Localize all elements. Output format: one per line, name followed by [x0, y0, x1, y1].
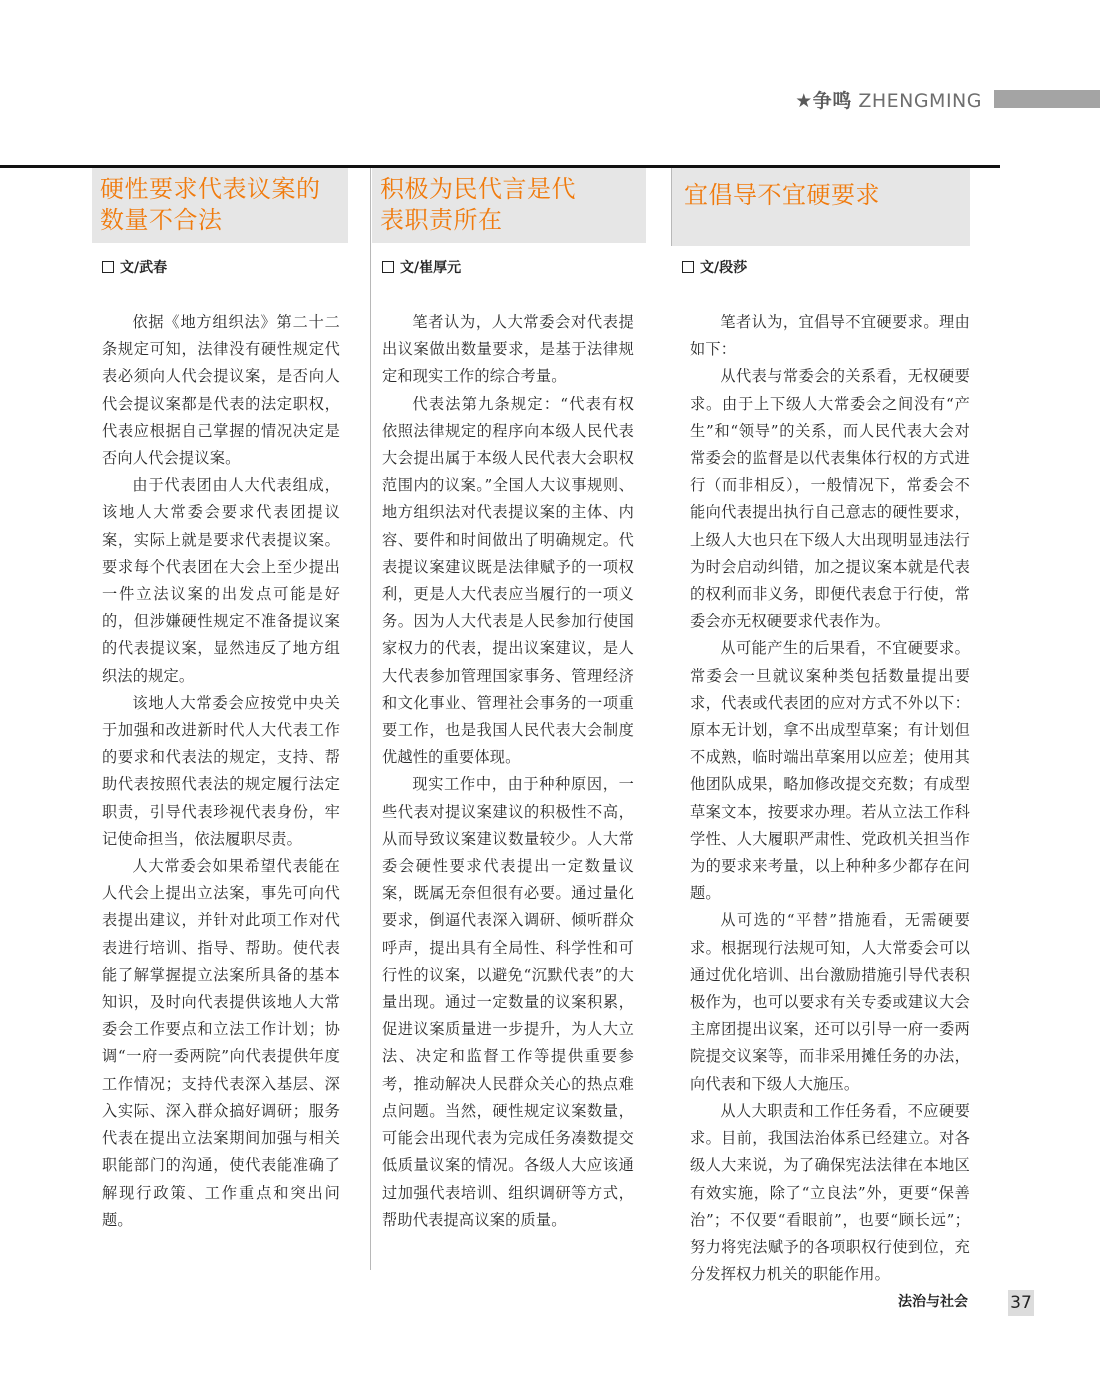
- article-2-body: [372, 309, 646, 1234]
- magazine-name: 法治与社会: [898, 1294, 968, 1310]
- article-3-paragraph: 从可能产生的后果看，不宜硬要求。常委会一旦就议案种类包括数量提出要求，代表或代表团的应对方式不外以下：原本无计划，拿不出成型草案；有计划但不成熟，临时端出草案用以应差；使用其他团队成果，略加修改提交充数；有成型草案文本，按要求办理。若从立法工作科学性、人大履职严肃性、党政机关担当作为的要求来考量，以上种种多少都存在问题。: [690, 639, 970, 903]
- article-3-author: 文/段莎: [700, 260, 748, 276]
- article-3-body: [672, 309, 970, 1288]
- article-1: [92, 168, 348, 1234]
- article-3-paragraph: 笔者认为，宜倡导不宜硬要求。理由如下：: [690, 313, 970, 359]
- article-2-title-box: [372, 168, 646, 243]
- section-bar: [994, 90, 1100, 108]
- article-1-title-box: [92, 168, 348, 243]
- article-3-byline: [672, 259, 970, 277]
- article-1-author: 文/武春: [120, 260, 168, 276]
- article-2-paragraph: 代表法第九条规定：“代表有权依照法律规定的程序向本级人民代表大会提出属于本级人民代表大会职权范围内的议案。”全国人大议事规则、地方组织法对代表提议案的主体、内容、要件和时间做出了明确规定。代表提议案建议既是法律赋予的一项权利，更是人大代表应当履行的一项义务。因为人大代表是人民参加行使国家权力的代表，提出议案建议，是人大代表参加管理国家事务、管理经济和文化事业、管理社会事务的一项重要工作，也是我国人民代表大会制度优越性的重要体现。: [382, 394, 634, 767]
- article-3-paragraph: 从代表与常委会的关系看，无权硬要求。由于上下级人大常委会之间没有“产生”和“领导”的关系，而人民代表大会对常委会的监督是以代表集体行权的方式进行（而非相反），一般情况下，常委会不能向代表提出执行自己意志的硬性要求，上级人大也只在下级人大出现明显违法行为时会启动纠错，加之提议案本就是代表的权利而非义务，即便代表怠于行使，常委会亦无权硬要求代表作为。: [690, 367, 970, 631]
- article-1-title: 硬性要求代表议案的数量不合法: [100, 175, 321, 234]
- article-1-paragraph: 该地人大常委会应按党中央关于加强和改进新时代人大代表工作的要求和代表法的规定，支持、帮助代表按照代表法的规定履行法定职责，引导代表珍视代表身份，牢记使命担当，依法履职尽责。: [102, 693, 340, 848]
- byline-box-icon: [682, 261, 694, 273]
- article-1-body: [92, 309, 348, 1234]
- article-3-paragraph: 从可选的“平替”措施看，无需硬要求。根据现行法规可知，人大常委会可以通过优化培训、出台激励措施引导代表积极作为，也可以要求有关专委或建议大会主席团提出议案，还可以引导一府一委两院提交议案等，而非采用摊任务的办法，向代表和下级人大施压。: [690, 911, 970, 1093]
- article-3-paragraph: 从人大职责和工作任务看，不应硬要求。目前，我国法治体系已经建立。对各级人大来说，为了确保宪法法律在本地区有效实施，除了“立良法”外，更要“保善治”；不仅要“看眼前”，也要“顾长远”；努力将宪法赋予的各项职权行使到位，充分发挥权力机关的职能作用。: [690, 1101, 970, 1284]
- byline-box-icon: [382, 261, 394, 273]
- page-number: 37: [1008, 1290, 1034, 1316]
- article-2-paragraph: 现实工作中，由于种种原因，一些代表对提议案建议的积极性不高，从而导致议案建议数量较少。人大常委会硬性要求代表提出一定数量议案，既属无奈但很有必要。通过量化要求，倒逼代表深入调研、倾听群众呼声，提出具有全局性、科学性和可行性的议案，以避免“沉默代表”的大量出现。通过一定数量的议案积累，促进议案质量进一步提升，为人大立法、决定和监督工作等提供重要参考，推动解决人民群众关心的热点难点问题。当然，硬性规定议案数量，可能会出现代表为完成任务凑数提交低质量议案的情况。各级人大应该通过加强代表培训、组织调研等方式，帮助代表提高议案的质量。: [382, 775, 634, 1229]
- column-separator-1: [370, 168, 371, 1270]
- article-3-title-box: [672, 168, 970, 246]
- section-header: [795, 84, 1100, 114]
- article-2-author: 文/崔厚元: [400, 260, 462, 276]
- article-1-paragraph: 依据《地方组织法》第二十二条规定可知，法律没有硬性规定代表必须向人代会提议案，是否向人代会提议案都是代表的法定职权，代表应根据自己掌握的情况决定是否向人代会提议案。: [102, 313, 340, 468]
- article-3-title: 宜倡导不宜硬要求: [684, 181, 880, 209]
- article-1-byline: [92, 259, 348, 277]
- section-label-en: ZHENGMING: [858, 89, 982, 112]
- article-2-title: 积极为民代言是代表职责所在: [380, 175, 576, 234]
- article-2: [372, 168, 646, 1234]
- article-3: [672, 168, 970, 1288]
- article-1-paragraph: 由于代表团由人大代表组成，该地人大常委会要求代表团提议案，实际上就是要求代表提议案。要求每个代表团在大会上至少提出一件立法议案的出发点可能是好的，但涉嫌硬性规定不准备提议案的代表提议案，显然违反了地方组织法的规定。: [102, 476, 340, 685]
- section-label-cn: ★争鸣: [795, 89, 852, 112]
- article-2-paragraph: 笔者认为，人大常委会对代表提出议案做出数量要求，是基于法律规定和现实工作的综合考量。: [382, 313, 634, 386]
- section-label: [795, 86, 982, 113]
- article-1-paragraph: 人大常委会如果希望代表能在人代会上提出立法案，事先可向代表提出建议，并针对此项工作对代表进行培训、指导、帮助。使代表能了解掌握提立法案所具备的基本知识，及时向代表提供该地人大常委会工作要点和立法工作计划；协调“一府一委两院”向代表提供年度工作情况；支持代表深入基层、深入实际、深入群众搞好调研；服务代表在提出立法案期间加强与相关职能部门的沟通，使代表能准确了解现行政策、工作重点和突出问题。: [102, 857, 340, 1229]
- byline-box-icon: [102, 261, 114, 273]
- article-2-byline: [372, 259, 646, 277]
